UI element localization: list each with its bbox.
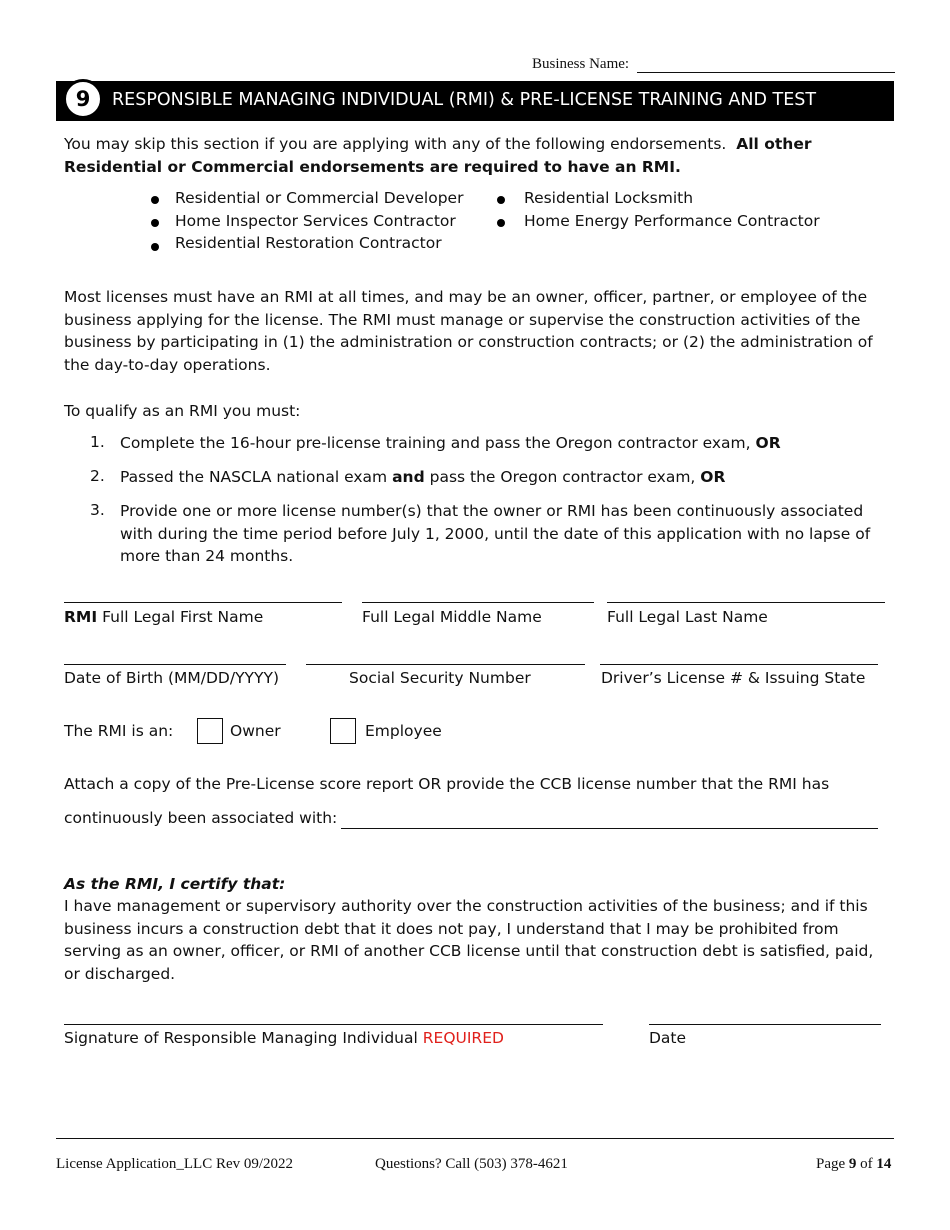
list-number: 3.	[90, 501, 105, 519]
list-number: 1.	[90, 433, 105, 451]
qualify-item-3: Provide one or more license number(s) that the owner or RMI has been continuously associated with during the time period before July 1, 2000, until the date of this application with no lapse of more than 24 months.	[120, 502, 871, 566]
intro-text: You may skip this section if you are applying with any of the following endorsements.	[64, 135, 727, 153]
page-word: Page	[816, 1156, 846, 1172]
section-number-badge: 9	[63, 79, 103, 119]
last-name-field[interactable]	[607, 602, 885, 603]
certify-heading-text: As the RMI, I certify that:	[64, 875, 286, 893]
qualify-item-2	[120, 466, 890, 489]
employee-checkbox[interactable]	[330, 718, 356, 744]
dob-label: Date of Birth (MM/DD/YYYY)	[64, 669, 280, 687]
first-name-text: Full Legal First Name	[102, 608, 264, 626]
footer-phone: Questions? Call (503) 378-4621	[375, 1156, 568, 1172]
business-name-label: Business Name:	[532, 56, 630, 72]
first-name-field[interactable]	[64, 602, 342, 603]
endorsement-item: Residential Locksmith	[524, 189, 694, 207]
middle-name-field[interactable]	[362, 602, 594, 603]
list-number: 2.	[90, 467, 105, 485]
footer-page-number	[816, 1156, 891, 1173]
bullet-icon	[497, 219, 505, 227]
qualify-item-1	[120, 432, 890, 455]
signature-label-text: Signature of Responsible Managing Individual	[64, 1029, 418, 1047]
rmi-bold-label: RMI	[64, 608, 98, 626]
dob-field[interactable]	[64, 664, 286, 665]
endorsement-item: Home Energy Performance Contractor	[524, 212, 820, 230]
ccb-license-field[interactable]	[341, 828, 878, 829]
employee-label: Employee	[365, 722, 442, 740]
qualify-item-text: pass the Oregon contractor exam,	[429, 468, 696, 486]
qualify-item-text: Complete the 16-hour pre-license training and pass the Oregon contractor exam,	[120, 434, 751, 452]
endorsement-item: Residential or Commercial Developer	[175, 189, 464, 207]
date-label: Date	[649, 1029, 687, 1047]
middle-name-label: Full Legal Middle Name	[362, 608, 542, 626]
section-title: RESPONSIBLE MANAGING INDIVIDUAL (RMI) & PRE-LICENSE TRAINING AND TEST	[112, 90, 817, 110]
rmi-type-label: The RMI is an:	[64, 722, 174, 740]
signature-field[interactable]	[64, 1024, 603, 1025]
business-name-field[interactable]	[637, 72, 895, 73]
page-total: 14	[876, 1156, 892, 1172]
signature-label	[64, 1029, 504, 1047]
ssn-field[interactable]	[306, 664, 585, 665]
ssn-label: Social Security Number	[349, 669, 531, 687]
footer-revision: License Application_LLC Rev 09/2022	[56, 1156, 294, 1172]
attach-instruction: Attach a copy of the Pre-License score report OR provide the CCB license number that the RMI has	[64, 775, 830, 793]
rmi-requirement-paragraph: Most licenses must have an RMI at all times, and may be an owner, officer, partner, or employee of the business applying for the license. The RMI must manage or supervise the construction activities of the business by participating in (1) the administration or construction contracts; or (2) the administration of the day-to-day operations.	[64, 288, 873, 374]
last-name-label: Full Legal Last Name	[607, 608, 768, 626]
bullet-icon	[151, 219, 159, 227]
qualify-heading: To qualify as an RMI you must:	[64, 402, 301, 420]
page-of: of	[860, 1156, 873, 1172]
certify-paragraph: I have management or supervisory authority over the construction activities of the business; and if this business incurs a construction debt that it does not pay, I understand that I may be prohibited from serving as an owner, officer, or RMI of another CCB license until that construction debt is satisfied, paid, or discharged.	[64, 897, 874, 983]
endorsement-item: Residential Restoration Contractor	[175, 234, 442, 252]
certify-heading	[64, 873, 884, 896]
intro-bold-text: All other Residential or Commercial endorsements are required to have an RMI.	[64, 135, 812, 176]
qualify-item-and: and	[392, 468, 425, 486]
first-name-label	[64, 608, 263, 626]
bullet-icon	[151, 243, 159, 251]
required-label: REQUIRED	[422, 1029, 504, 1047]
qualify-item-or: OR	[755, 434, 781, 452]
bullet-icon	[151, 196, 159, 204]
drivers-license-label: Driver’s License # & Issuing State	[601, 669, 866, 687]
drivers-license-field[interactable]	[600, 664, 878, 665]
ccb-license-label: continuously been associated with:	[64, 809, 338, 827]
intro-paragraph	[64, 133, 884, 178]
bullet-icon	[497, 196, 505, 204]
endorsement-item: Home Inspector Services Contractor	[175, 212, 456, 230]
date-field[interactable]	[649, 1024, 881, 1025]
owner-checkbox[interactable]	[197, 718, 223, 744]
page-current: 9	[848, 1156, 857, 1172]
owner-label: Owner	[230, 722, 281, 740]
qualify-item-text: Passed the NASCLA national exam	[120, 468, 388, 486]
footer-divider	[56, 1138, 894, 1139]
qualify-item-or: OR	[700, 468, 726, 486]
